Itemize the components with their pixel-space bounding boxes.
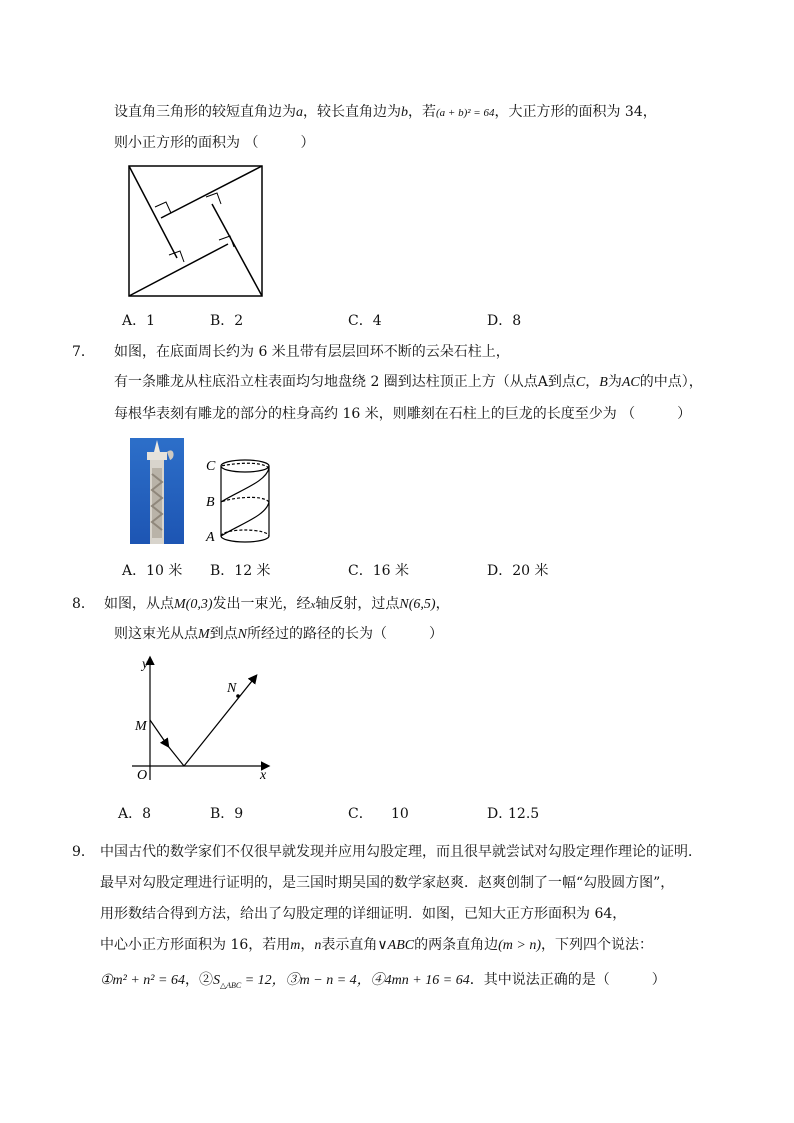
q8-text: ， <box>435 596 450 612</box>
q6-var-a: a <box>296 105 303 120</box>
q8-text: 发出一束光，经 <box>212 596 311 612</box>
q8-text: 则这束光从点 <box>114 626 198 642</box>
q8-text: 所经过的路径的长为（ ） <box>247 626 444 642</box>
q6-text: ，若 <box>408 104 436 120</box>
q9-var-n: n <box>314 938 322 953</box>
q7-label-b: B <box>206 495 215 510</box>
q8-label-o: O <box>137 768 148 783</box>
q7-option-d[interactable]: D．20 米 <box>487 563 549 579</box>
q9-statement-2-sub: △ABC <box>219 980 242 990</box>
q7-option-c[interactable]: C．16 米 <box>348 563 409 579</box>
q9-condition: (m > n) <box>498 938 541 953</box>
q9-statement-3: ，③m − n = 4 <box>271 973 357 988</box>
q8-option-a[interactable]: A．8 <box>118 806 152 822</box>
q9-line5 <box>100 970 666 996</box>
q9-text: 的两条直角边 <box>414 937 499 953</box>
q8-point-n: N(6,5) <box>399 597 436 612</box>
q8-point-m: M(0,3) <box>174 597 213 612</box>
q8-label-m: M <box>135 719 147 734</box>
q9-line3: 用形数结合得到方法，给出了勾股定理的详细证明．如图，已知大正方形面积为 64， <box>100 906 627 922</box>
q6-var-b: b <box>401 105 408 120</box>
q6-figure <box>120 160 270 305</box>
q7-point-c: C <box>575 375 586 390</box>
q9-statement-4: ，④4mn + 16 = 64 <box>356 973 470 988</box>
q7-label-a: A <box>206 530 215 545</box>
q7-text: 有一条雕龙从柱底沿立柱表面均匀地盘绕 2 圈到达柱顶正上方（从点A到点 <box>114 374 576 390</box>
q6-option-b[interactable]: B．2 <box>210 313 244 329</box>
q9-line2: 最早对勾股定理进行证明的，是三国时期吴国的数学家赵爽．赵爽创制了一幅“勾股圆方图”， <box>100 875 675 891</box>
q6-text: ，较长直角边为 <box>303 104 401 120</box>
q7-pillar-photo <box>130 438 184 544</box>
q8-label-n: N <box>227 681 237 696</box>
q8-option-c-label[interactable]: C． <box>348 806 373 822</box>
q8-option-d-value[interactable]: 12.5 <box>508 806 540 822</box>
q6-option-c[interactable]: C．4 <box>348 313 382 329</box>
q8-var-n: N <box>237 627 248 642</box>
q8-figure <box>128 652 278 784</box>
q7-point-b: B <box>599 375 608 390</box>
q6-option-d[interactable]: D．8 <box>487 313 522 329</box>
q9-statement-2-value: = 12 <box>241 973 272 988</box>
q8-label-x: x <box>260 768 267 783</box>
q9-text: 表示直角 <box>321 937 378 953</box>
q9-number: 9． <box>72 844 95 860</box>
q9-text: ，② <box>184 972 213 988</box>
q6-right-angle-mark <box>155 202 171 213</box>
q7-text: 的中点）， <box>639 374 703 390</box>
q7-line3: 每根华表刻有雕龙的部分的柱身高约 16 米，则雕刻在石柱上的巨龙的长度至少为 （ ） <box>114 406 692 422</box>
q7-text: 为 <box>607 374 622 390</box>
q6-segment <box>161 166 262 218</box>
q6-text: ，大正方形的面积为 34， <box>494 104 657 120</box>
q7-option-a[interactable]: A．10 米 <box>122 563 183 579</box>
q9-triangle: ∨ABC <box>377 938 415 953</box>
q8-option-c-value[interactable]: 10 <box>391 806 409 822</box>
q6-segment <box>129 166 177 258</box>
q8-option-d-label[interactable]: D． <box>487 806 513 822</box>
q8-text: 如图，从点 <box>104 596 174 612</box>
q7-label-c: C <box>206 459 216 474</box>
q8-line1 <box>104 594 450 615</box>
q8-option-b[interactable]: B．9 <box>210 806 244 822</box>
q9-statement-1: ①m² + n² = 64 <box>100 973 185 988</box>
q6-text: 设直角三角形的较短直角边为 <box>114 104 296 120</box>
q8-label-y: y <box>142 657 149 672</box>
q9-var-m: m <box>290 938 301 953</box>
q9-text: ，下列四个说法： <box>540 937 653 953</box>
q7-option-b[interactable]: B．12 米 <box>210 563 271 579</box>
q6-line1 <box>114 102 657 123</box>
q9-statement-2-s: S <box>212 973 220 988</box>
q8-axis-x: x <box>310 599 316 611</box>
q6-segment <box>212 204 262 296</box>
q8-text: 到点 <box>209 626 238 642</box>
q7-number: 7． <box>72 344 95 360</box>
q7-cylinder-figure <box>200 452 290 548</box>
q8-var-m: M <box>198 627 210 642</box>
q7-line1: 如图，在底面周长约为 6 米且带有层层回环不断的云朵石柱上， <box>114 344 510 360</box>
q6-big-square <box>129 166 262 296</box>
q7-line2 <box>114 372 703 393</box>
q6-formula: (a + b)² = 64 <box>436 107 495 119</box>
q9-text: 中心小正方形面积为 16，若用 <box>100 937 291 953</box>
q9-text: ， <box>300 937 315 953</box>
q8-text: 轴反射，过点 <box>315 596 400 612</box>
q9-line1: 中国古代的数学家们不仅很早就发现并应用勾股定理，而且很早就尝试对勾股定理作理论的证明． <box>100 844 702 860</box>
q9-text: ．其中说法正确的是（ ） <box>469 972 666 988</box>
q9-line4 <box>100 935 653 956</box>
q6-option-a[interactable]: A．1 <box>122 313 156 329</box>
q8-line2 <box>114 624 443 645</box>
q6-line2: 则小正方形的面积为 （ ） <box>114 135 315 151</box>
q7-segment-ac: AC <box>621 375 640 390</box>
q8-number: 8． <box>72 596 95 612</box>
q7-text: ， <box>585 374 600 390</box>
q6-right-angle-mark <box>206 193 221 204</box>
